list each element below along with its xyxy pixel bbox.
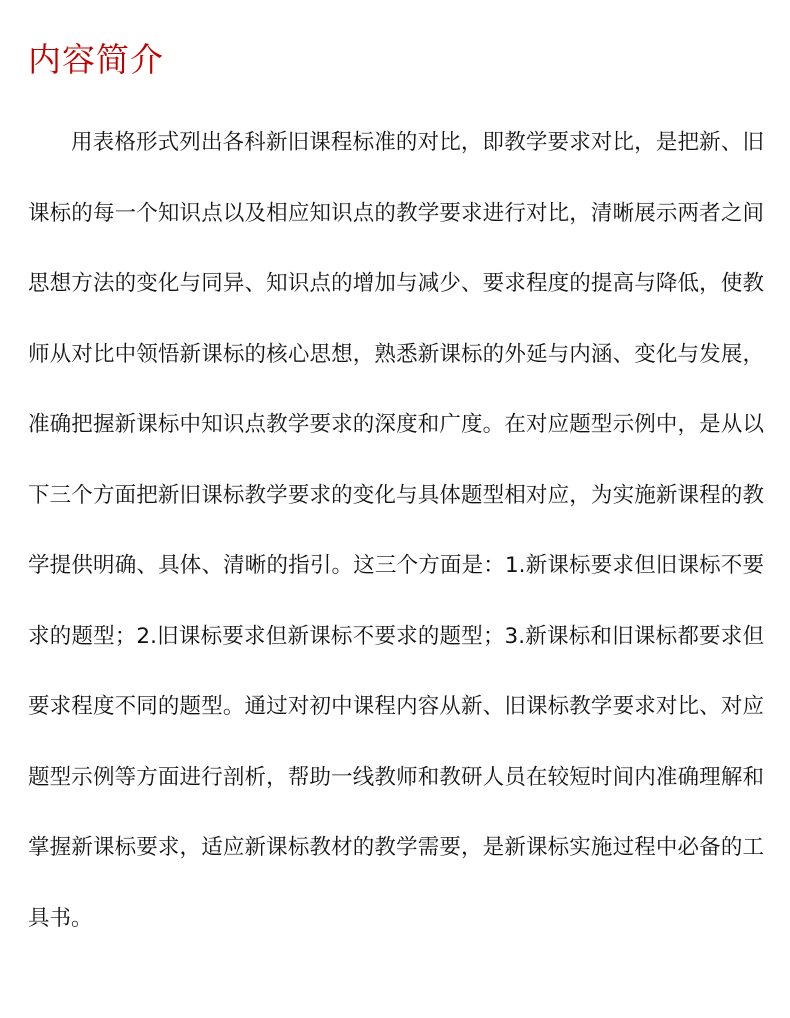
intro-paragraph: 用表格形式列出各科新旧课程标准的对比，即教学要求对比，是把新、旧课标的每一个知识点以及相应知识点的教学要求进行对比，清晰展示两者之间思想方法的变化与同异、知识点的增加与减少、要求程度的提高与降低，使教师从对比中领悟新课标的核心思想，熟悉新课标的外延与内涵、变化与发展，准确把握新课标中知识点教学要求的深度和广度。在对应题型示例中，是从以下三个方面把新旧课标教学要求的变化与具体题型相对应，为实施新课程的教学提供明确、具体、清晰的指引。这三个方面是：1.新课标要求但旧课标不要求的题型；2.旧课标要求但新课标不要求的题型；3.新课标和旧课标都要求但要求程度不同的题型。通过对初中课程内容从新、旧课标教学要求对比、对应题型示例等方面进行剖析，帮助一线教师和教研人员在较短时间内准确理解和掌握新课标要求，适应新课标教材的教学需要，是新课标实施过程中必备的工具书。 — [28, 130, 764, 931]
section-heading: 内容简介 — [28, 40, 164, 79]
